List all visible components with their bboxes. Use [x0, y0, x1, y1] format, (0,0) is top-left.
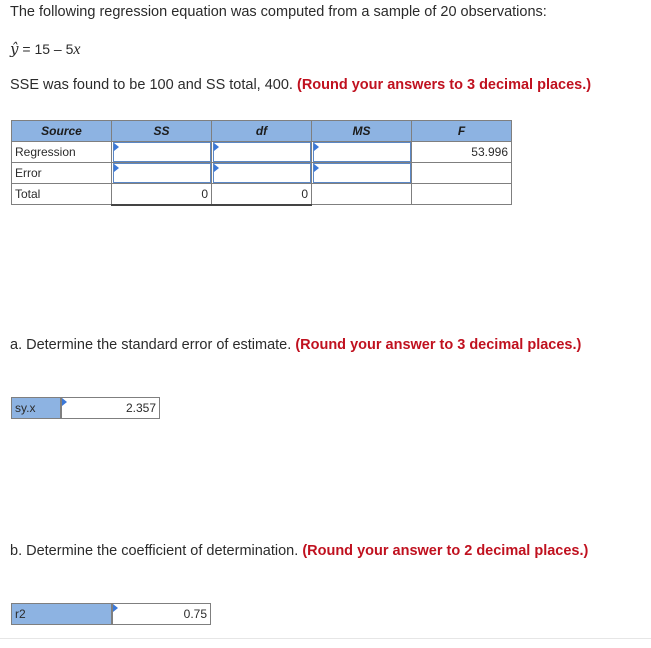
regression-df-input[interactable] — [213, 142, 311, 162]
header-f: F — [412, 121, 512, 142]
sse-statement — [10, 77, 591, 93]
header-source: Source — [12, 121, 112, 142]
part-a-question: a. Determine the standard error of estimate. — [10, 337, 292, 353]
sy-x-label: sy.x — [11, 397, 61, 419]
bottom-divider — [0, 638, 651, 639]
error-ms-input[interactable] — [313, 163, 411, 183]
regression-f-value: 53.996 — [412, 142, 512, 163]
part-b-round-note: (Round your answer to 2 decimal places.) — [302, 543, 589, 559]
table-row-regression — [12, 142, 512, 163]
table-row-total — [12, 184, 512, 205]
regression-ss-input[interactable] — [113, 142, 211, 162]
regression-equation — [10, 40, 80, 59]
row-label-regression: Regression — [12, 142, 112, 163]
row-label-total: Total — [12, 184, 112, 205]
yhat-symbol: ŷ — [10, 40, 19, 58]
total-df-value: 0 — [212, 184, 312, 205]
header-df: df — [212, 121, 312, 142]
total-ms-cell — [312, 184, 412, 205]
header-ss: SS — [112, 121, 212, 142]
total-f-cell — [412, 184, 512, 205]
regression-ms-input[interactable] — [313, 142, 411, 162]
equation-variable: x — [73, 41, 81, 58]
part-b-prompt — [10, 543, 588, 559]
header-ms: MS — [312, 121, 412, 142]
sse-text: SSE was found to be 100 and SS total, 400. — [10, 77, 293, 93]
equation-rhs: = 15 – 5 — [22, 41, 74, 57]
error-ss-input[interactable] — [113, 163, 211, 183]
error-f-cell — [412, 163, 512, 184]
r2-label: r2 — [11, 603, 112, 625]
anova-table — [11, 120, 512, 206]
part-b-question: b. Determine the coefficient of determination. — [10, 543, 299, 559]
round-note-table: (Round your answers to 3 decimal places.) — [296, 77, 592, 93]
r2-input[interactable]: 0.75 — [112, 603, 211, 625]
part-a-prompt — [10, 337, 581, 353]
total-ss-value: 0 — [112, 184, 212, 205]
table-row-error — [12, 163, 512, 184]
error-df-input[interactable] — [213, 163, 311, 183]
part-a-round-note: (Round your answer to 3 decimal places.) — [295, 337, 582, 353]
anova-header-row — [12, 121, 512, 142]
intro-text: The following regression equation was computed from a sample of 20 observations: — [10, 4, 547, 20]
sy-x-input[interactable]: 2.357 — [61, 397, 160, 419]
row-label-error: Error — [12, 163, 112, 184]
